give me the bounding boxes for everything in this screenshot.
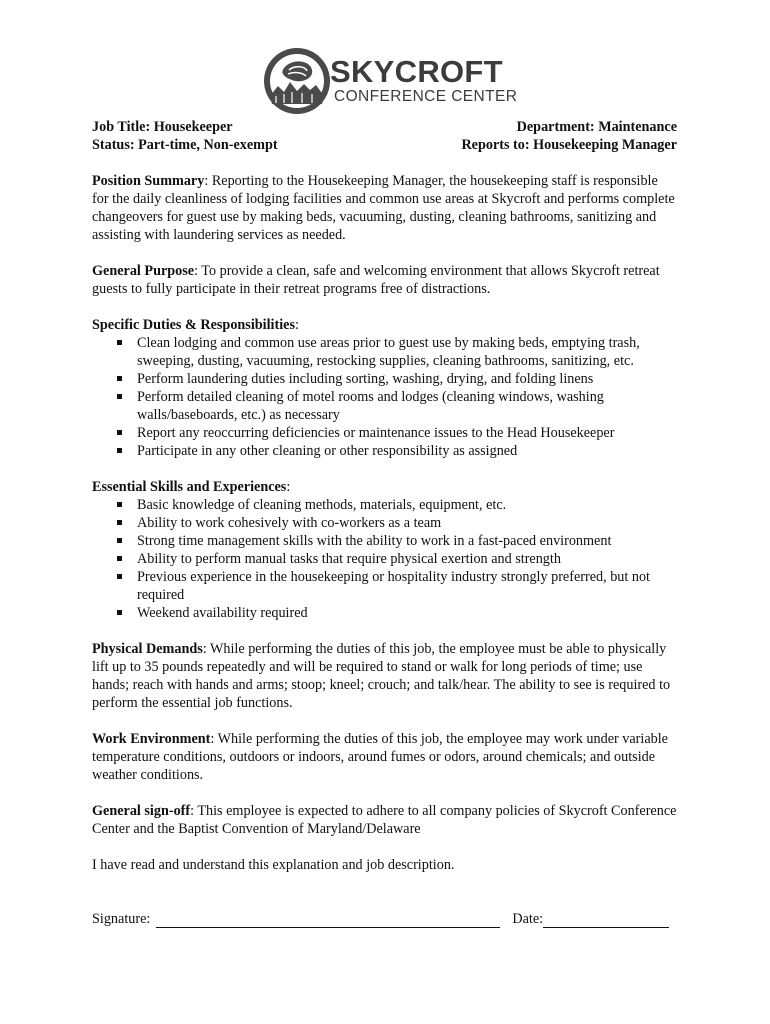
physical-demands-label: Physical Demands (92, 641, 203, 657)
employment-status: Status: Part-time, Non-exempt (92, 137, 278, 153)
general-purpose-text: : To provide a clean, safe and welcoming environment that allows Skycroft retreat guests to fully participate in their retreat programs free of distractions. (92, 263, 660, 297)
general-purpose-label: General Purpose (92, 263, 195, 279)
date-label: Date: (512, 911, 544, 927)
work-environment-text: : While performing the duties of this job, the employee may work under variable temperature conditions, outdoors or indoors, around fumes or odors, around chemicals; and outside weather conditions. (92, 731, 668, 783)
general-signoff-label: General sign-off (92, 803, 191, 819)
list-item: Perform detailed cleaning of motel rooms and lodges (cleaning windows, washing walls/baseboards, etc.) as necessary (92, 388, 677, 424)
job-title: Job Title: Housekeeper (92, 119, 233, 135)
specific-duties-colon: : (294, 317, 299, 333)
physical-demands (92, 640, 677, 712)
header-row-2 (92, 136, 677, 154)
list-item: Previous experience in the housekeeping or hospitality industry strongly preferred, but not required (92, 568, 677, 604)
general-signoff-text: : This employee is expected to adhere to all company policies of Skycroft Conference Center and the Baptist Convention of Maryland/Delaware (92, 803, 677, 837)
list-item: Ability to work cohesively with co-workers as a team (92, 514, 677, 532)
department: Department: Maintenance (516, 119, 677, 135)
specific-duties-heading (92, 316, 677, 334)
logo-wordmark: SKYCROFT (330, 54, 503, 89)
work-environment-label: Work Environment (92, 731, 211, 747)
position-summary (92, 172, 677, 244)
list-item: Participate in any other cleaning or other responsibility as assigned (92, 442, 677, 460)
list-item: Perform laundering duties including sorting, washing, drying, and folding linens (92, 370, 677, 388)
signature-label: Signature: (92, 911, 151, 927)
signature-field[interactable] (156, 913, 500, 928)
physical-demands-text: : While performing the duties of this job, the employee must be able to physically lift up to 35 pounds repeatedly and will be required to stand or walk for long periods of time; use hands; reach with hands and arms; stoop; kneel; crouch; and talk/hear. The ability to see is required to perform the essential job functions. (92, 641, 671, 711)
list-item: Ability to perform manual tasks that require physical exertion and strength (92, 550, 677, 568)
list-item: Basic knowledge of cleaning methods, materials, equipment, etc. (92, 496, 677, 514)
essential-skills-section (92, 478, 677, 622)
list-item: Report any reoccurring deficiencies or maintenance issues to the Head Housekeeper (92, 424, 677, 442)
specific-duties-list (92, 334, 677, 460)
specific-duties-section (92, 316, 677, 460)
essential-skills-colon: : (286, 479, 291, 495)
signature-row (92, 910, 677, 928)
list-item: Clean lodging and common use areas prior to guest use by making beds, emptying trash, sweeping, dusting, vacuuming, restocking supplies, cleaning bathrooms, sanitizing, etc. (92, 334, 677, 370)
skycroft-emblem-icon (262, 46, 332, 116)
position-summary-label: Position Summary (92, 173, 205, 189)
essential-skills-heading (92, 478, 677, 496)
general-purpose (92, 262, 677, 298)
list-item: Weekend availability required (92, 604, 677, 622)
list-item: Strong time management skills with the ability to work in a fast-paced environment (92, 532, 677, 550)
skycroft-logo (262, 46, 522, 122)
specific-duties-label: Specific Duties & Responsibilities (92, 317, 295, 333)
header-row-1 (92, 118, 677, 136)
position-summary-text: : Reporting to the Housekeeping Manager, the housekeeping staff is responsible for the daily cleanliness of lodging facilities and common use areas at Skycroft and performs complete changeovers for guest use by making beds, vacuuming, dusting, cleaning bathrooms, sanitizing and assisting with laundering services as needed. (92, 173, 675, 243)
acknowledgement: I have read and understand this explanation and job description. (92, 857, 455, 873)
work-environment (92, 730, 677, 784)
general-signoff (92, 802, 677, 838)
date-field[interactable] (543, 913, 669, 928)
essential-skills-list (92, 496, 677, 622)
job-description (92, 118, 677, 928)
logo-subtitle: CONFERENCE CENTER (334, 88, 518, 105)
reports-to: Reports to: Housekeeping Manager (461, 137, 677, 153)
essential-skills-label: Essential Skills and Experiences (92, 479, 287, 495)
